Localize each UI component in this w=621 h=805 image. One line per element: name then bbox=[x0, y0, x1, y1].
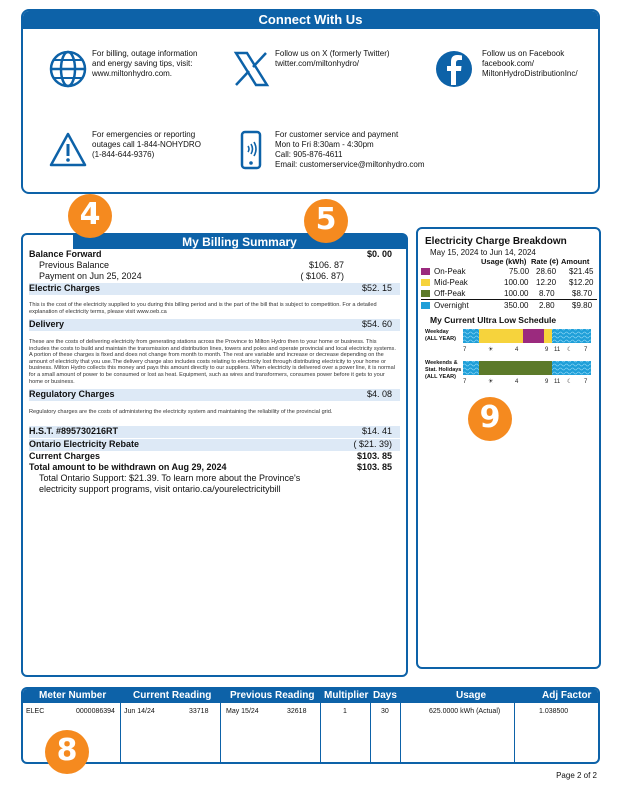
weekend-off-peak bbox=[479, 361, 552, 375]
weekday-tick-9pm: 9 bbox=[545, 347, 549, 353]
schedule-title: My Current Ultra Low Schedule bbox=[430, 315, 557, 325]
amount-header: Amount bbox=[561, 257, 590, 266]
breakdown-row-on-peak: On-Peak 75.00 28.60 $21.45 bbox=[421, 266, 597, 277]
weekend-tick-4pm: 4 bbox=[515, 379, 519, 385]
facebook-icon bbox=[434, 49, 474, 89]
payment-row: Payment on Jun 25, 2024 ( $106. 87) bbox=[39, 271, 344, 281]
electric-charges-row: Electric Charges $52. 15 bbox=[29, 283, 400, 295]
breakdown-row-mid-peak: Mid-Peak 100.00 12.20 $12.20 bbox=[421, 277, 597, 288]
badge-8: 8 bbox=[45, 730, 89, 774]
adj-factor-value: 1.038500 bbox=[539, 708, 569, 715]
meter-type: ELEC bbox=[26, 708, 45, 715]
weekend-sun-icon: ☀ bbox=[488, 379, 494, 385]
current-charges-row: Current Charges $103. 85 bbox=[29, 451, 392, 461]
regulatory-description: Regulatory charges are the costs of administering the electricity system and maintaining the reliability of the provincial grid. bbox=[29, 409, 333, 415]
col-meter-number: Meter Number bbox=[39, 690, 107, 701]
weekday-overnight-early bbox=[463, 329, 479, 343]
globe-icon bbox=[48, 49, 88, 89]
customer-service-text: For customer service and payment Mon to Fri 8:30am - 4:30pm Call: 905-876-4611 Email: customerservice@miltonhydro.com bbox=[275, 130, 425, 169]
usage-header: Usage (kWh) bbox=[481, 257, 527, 266]
delivery-description: These are the costs of delivering electricity from generating stations across the Province to Milton Hydro then to your home or business. This includes the costs to build and maintain the transmission and distribution lines, towers and poles and operate provincial and local electricity systems. A portion of these charges is fixed and does not change from month to month. The rest are variable and increase or decrease depending on the amount of electricity that you use.The delivery charge also includes costs relating to electricity lost through distributing electricity to your home or business. Milton Hydro collects this money and pays this amount directly to our suppliers. When electricity is delivered over a power line, it is normal for a small amount of power to be consumed or lost as heat. Equipment, such as wires and transformers, consumes power before it gets to your home or business. bbox=[29, 339, 396, 385]
emergency-text: For emergencies or reporting outages call 1-844-NOHYDRO (1-844-644-9376) bbox=[92, 130, 201, 159]
meter-table bbox=[21, 687, 600, 764]
billing-summary-title: My Billing Summary bbox=[73, 235, 406, 249]
weekend-tick-7am-end: 7 bbox=[584, 379, 588, 385]
col-adj-factor: Adj Factor bbox=[542, 690, 592, 701]
weekday-overnight-late bbox=[552, 329, 591, 343]
electric-charges-description: This is the cost of the electricity supplied to you during this billing period and is the part of the bill that is subject to competition. For a detailed explanation of electricity terms, please visit www.oeb.ca bbox=[29, 302, 377, 315]
multiplier-value: 1 bbox=[343, 708, 347, 715]
weekend-tick-9pm: 9 bbox=[545, 379, 549, 385]
facebook-text: Follow us on Facebook facebook.com/ MiltonHydroDistributionInc/ bbox=[482, 49, 578, 78]
weekday-mid-peak-late bbox=[544, 329, 552, 343]
col-current-reading: Current Reading bbox=[133, 690, 212, 701]
charge-breakdown-panel bbox=[416, 227, 601, 669]
current-reading: 33718 bbox=[189, 708, 209, 715]
usage-value: 625.0000 kWh (Actual) bbox=[429, 708, 501, 715]
twitter-text: Follow us on X (formerly Twitter) twitter.com/miltonhydro/ bbox=[275, 49, 390, 68]
weekday-tick-4pm: 4 bbox=[515, 347, 519, 353]
off-peak-swatch bbox=[421, 290, 430, 297]
badge-9: 9 bbox=[468, 397, 512, 441]
billing-summary-panel bbox=[21, 233, 408, 677]
weekend-overnight-late bbox=[552, 361, 591, 375]
col-days: Days bbox=[373, 690, 397, 701]
meter-table-header bbox=[23, 689, 598, 703]
hst-row: H.S.T. #895730216RT $14. 41 bbox=[29, 426, 400, 438]
weekday-tick-7am-end: 7 bbox=[584, 347, 588, 353]
previous-balance-row: Previous Balance $106. 87 bbox=[39, 260, 344, 270]
breakdown-period: May 15, 2024 to Jun 14, 2024 bbox=[430, 248, 536, 257]
days-value: 30 bbox=[381, 708, 389, 715]
weekend-moon-icon: ☾ bbox=[567, 379, 573, 385]
col-multiplier: Multiplier bbox=[324, 690, 369, 701]
balance-forward-row: Balance Forward $0. 00 bbox=[29, 249, 392, 259]
previous-reading: 32618 bbox=[287, 708, 307, 715]
connect-title: Connect With Us bbox=[23, 11, 598, 29]
mid-peak-swatch bbox=[421, 279, 430, 286]
weekday-on-peak bbox=[523, 329, 544, 343]
breakdown-title: Electricity Charge Breakdown bbox=[425, 236, 567, 247]
x-logo-icon bbox=[231, 49, 271, 89]
weekend-tick-11pm: 11 bbox=[554, 379, 561, 385]
billing-summary-header bbox=[23, 235, 406, 249]
current-read-date: Jun 14/24 bbox=[124, 708, 155, 715]
phone-icon bbox=[231, 130, 271, 170]
rebate-row: Ontario Electricity Rebate ( $21. 39) bbox=[29, 439, 400, 451]
weekday-tick-7am: 7 bbox=[463, 347, 467, 353]
total-withdrawn-row: Total amount to be withdrawn on Aug 29, 2024 $103. 85 bbox=[29, 462, 392, 472]
weekday-label: Weekday (ALL YEAR) bbox=[425, 329, 456, 342]
on-peak-swatch bbox=[421, 268, 430, 275]
breakdown-row-off-peak: Off-Peak 100.00 8.70 $8.70 bbox=[421, 288, 597, 299]
weekend-overnight-early bbox=[463, 361, 479, 375]
connect-panel bbox=[21, 9, 600, 194]
weekday-tick-11pm: 11 bbox=[554, 347, 561, 353]
badge-4: 4 bbox=[68, 194, 112, 238]
weekend-tick-7am: 7 bbox=[463, 379, 467, 385]
warning-icon bbox=[48, 130, 88, 170]
delivery-row: Delivery $54. 60 bbox=[29, 319, 400, 331]
breakdown-row-overnight: Overnight 350.00 2.80 $9.80 bbox=[421, 299, 597, 311]
meter-number: 0000086394 bbox=[76, 708, 115, 715]
col-previous-reading: Previous Reading bbox=[230, 690, 315, 701]
page-number: Page 2 of 2 bbox=[556, 771, 597, 780]
regulatory-charges-row: Regulatory Charges $4. 08 bbox=[29, 389, 400, 401]
weekend-label: Weekends & Stat. Holidays (ALL YEAR) bbox=[425, 360, 462, 380]
schedule-chart bbox=[463, 327, 591, 395]
weekday-moon-icon: ☾ bbox=[567, 347, 573, 353]
badge-5: 5 bbox=[304, 199, 348, 243]
billing-info-text: For billing, outage information and energy saving tips, visit: www.miltonhydro.com. bbox=[92, 49, 198, 78]
rate-header: Rate (¢) bbox=[531, 257, 559, 266]
previous-read-date: May 15/24 bbox=[226, 708, 259, 715]
weekday-mid-peak bbox=[479, 329, 523, 343]
weekday-sun-icon: ☀ bbox=[488, 347, 494, 353]
overnight-swatch bbox=[421, 302, 430, 309]
support-note: Total Ontario Support: $21.39. To learn more about the Province's electricity support programs, visit ontario.ca/yourelectricitybill bbox=[39, 473, 301, 494]
col-usage: Usage bbox=[456, 690, 487, 701]
